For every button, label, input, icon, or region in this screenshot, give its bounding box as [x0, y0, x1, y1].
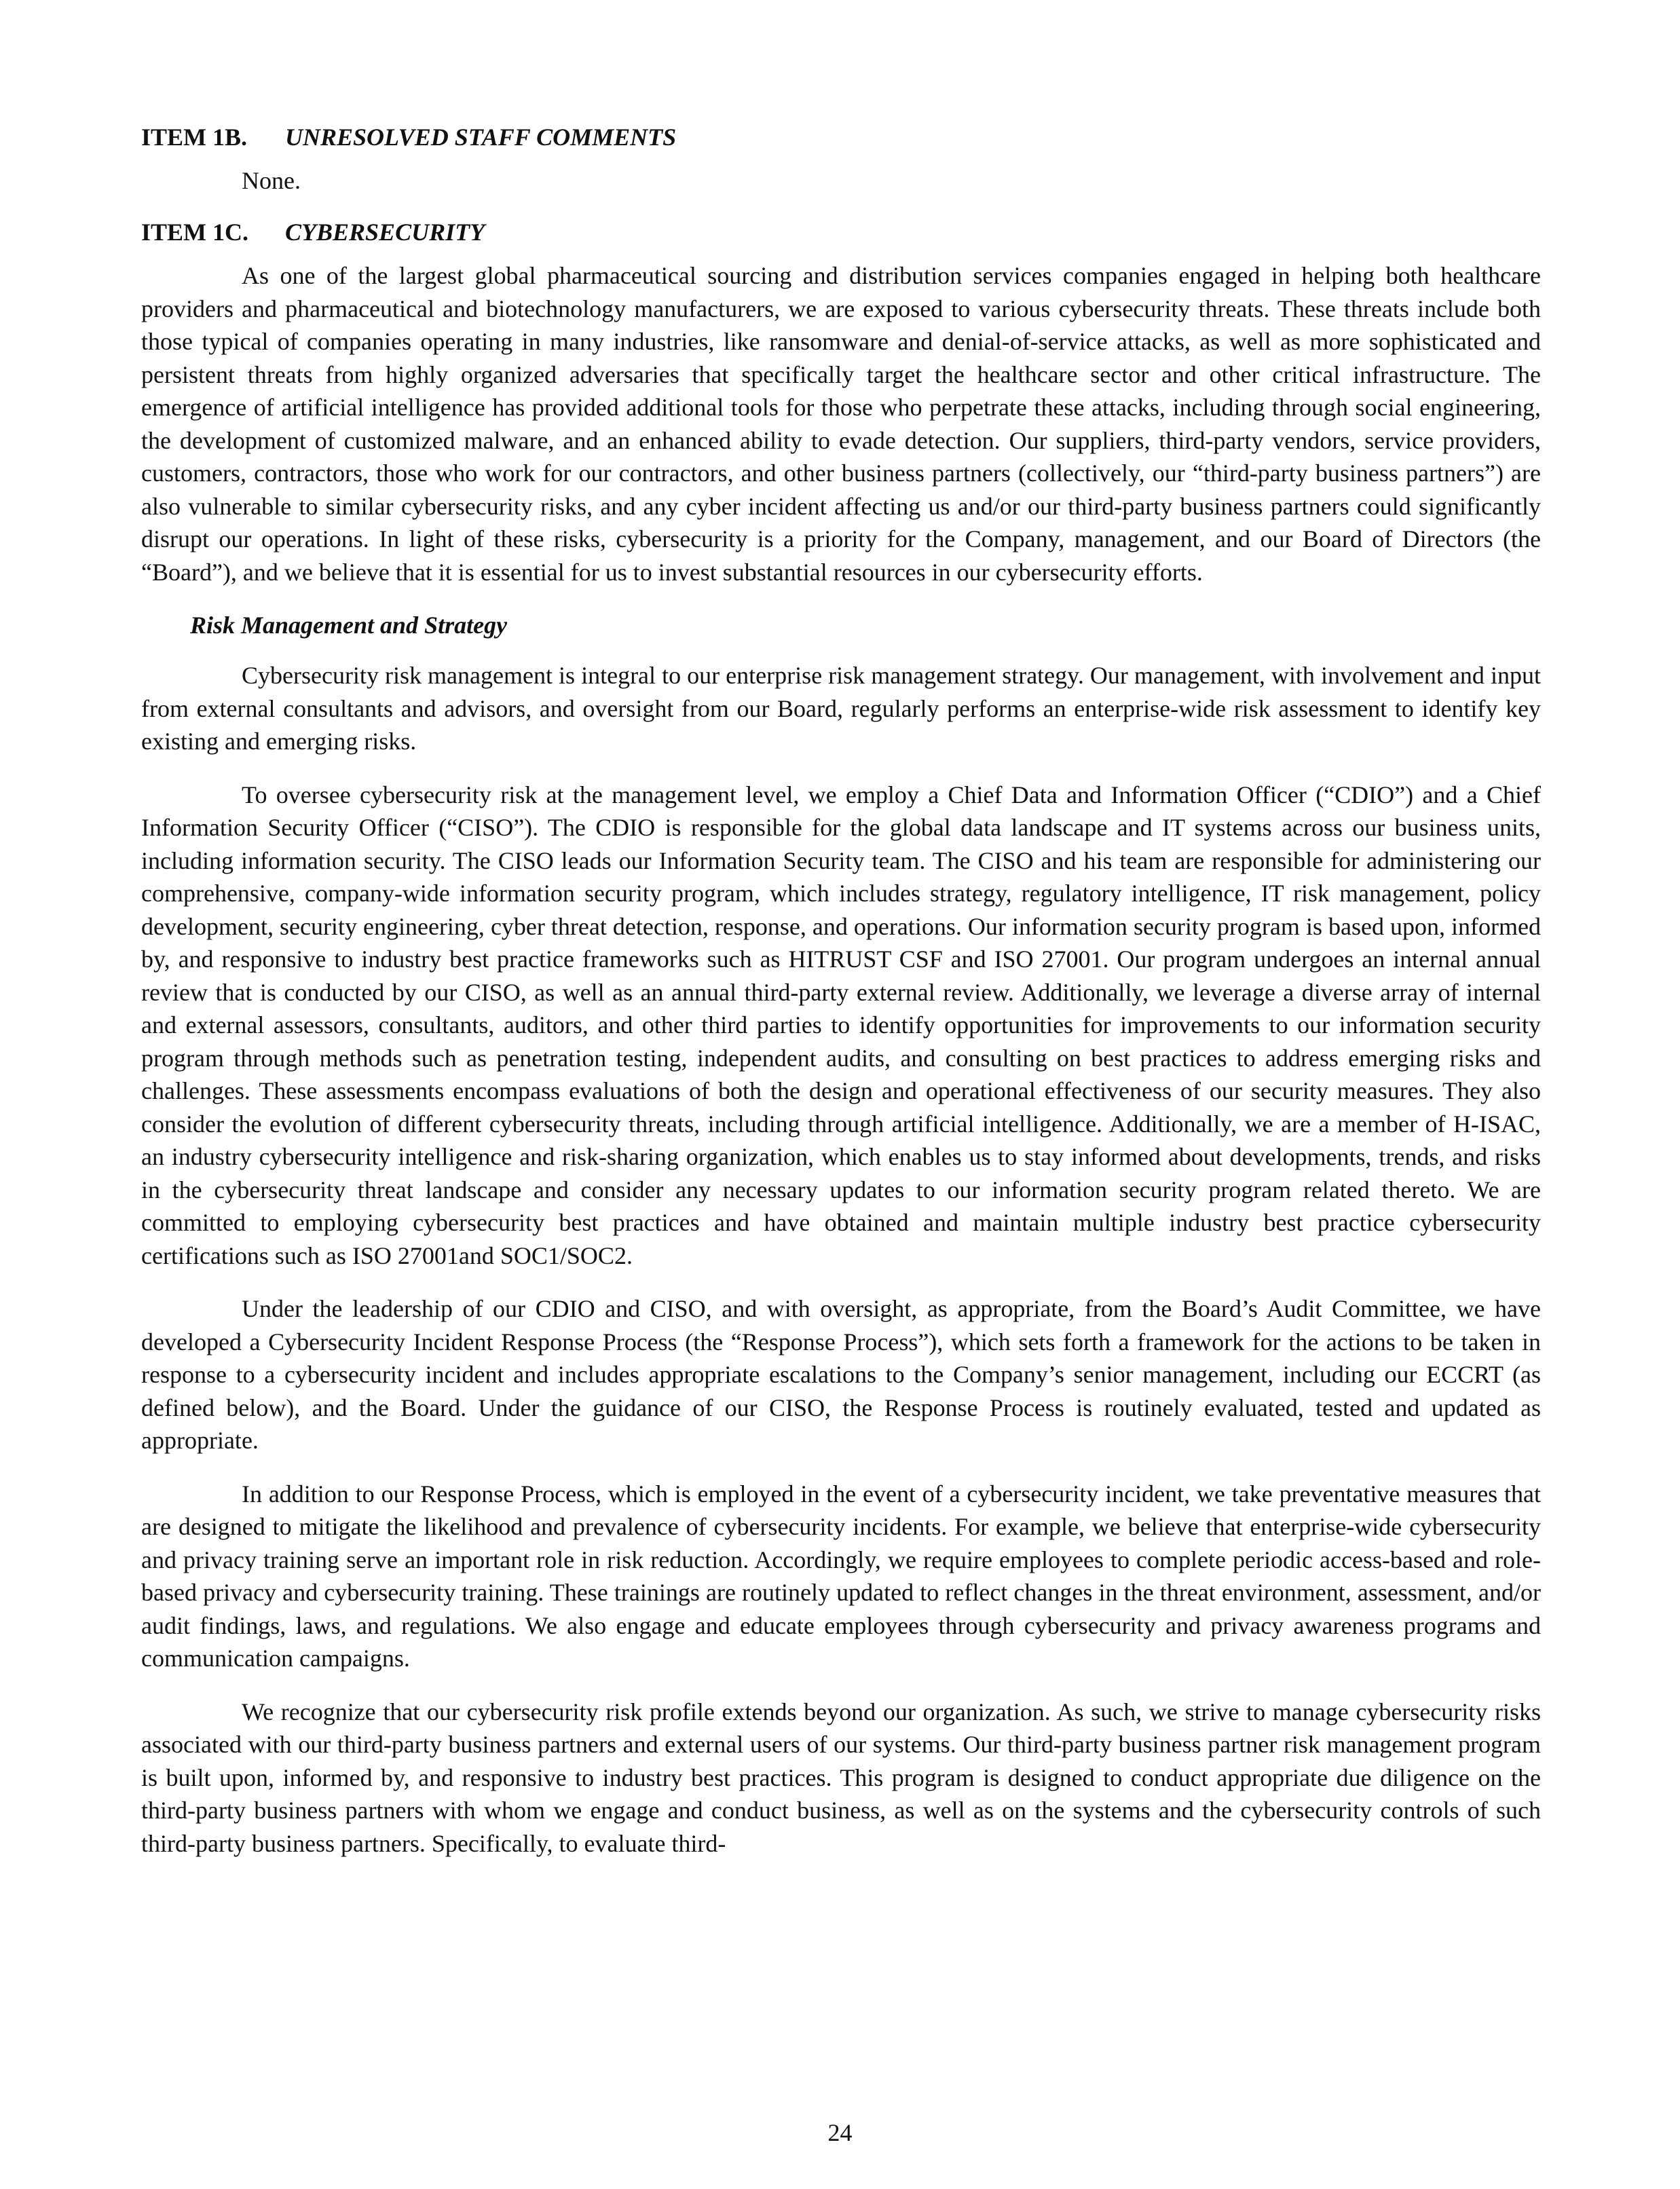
item-1b-number: ITEM 1B. [141, 124, 248, 151]
cybersecurity-intro-paragraph: As one of the largest global pharmaceutical sourcing and distribution services companies engaged in helping both healthcare providers and pharmaceutical and biotechnology manufacturers, we are exposed to various cybersecurity threats. These threats include both those typical of companies operating in many industries, like ransomware and denial-of-service attacks, as well as more sophisticated and persistent threats from highly organized adversaries that specifically target the healthcare sector and other critical infrastructure. The emergence of artificial intelligence has provided additional tools for those who perpetrate these attacks, including through social engineering, the development of customized malware, and an enhanced ability to evade detection. Our suppliers, third-party vendors, service providers, customers, contractors, those who work for our contractors, and other business partners (collectively, our “third-party business partners”) are also vulnerable to similar cybersecurity risks, and any cyber incident affecting us and/or our third-party business partners could significantly disrupt our operations. In light of these risks, cybersecurity is a priority for the Company, management, and our Board of Directors (the “Board”), and we believe that it is essential for us to invest substantial resources in our cybersecurity efforts. [141, 262, 1541, 586]
risk-paragraph-training: In addition to our Response Process, which is employed in the event of a cybersecurity incident, we take preventative measures that are designed to mitigate the likelihood and prevalence of cybersecurity incidents. For example, we believe that enterprise-wide cybersecurity and privacy training serve an important role in risk reduction. Accordingly, we require employees to complete periodic access-based and role-based privacy and cybersecurity training. These trainings are routinely updated to reflect changes in the threat environment, assessment, and/or audit findings, laws, and regulations. We also engage and educate employees through cybersecurity and privacy awareness programs and communication campaigns. [141, 1480, 1541, 1672]
document-page [141, 122, 1541, 1880]
risk-paragraph-enterprise: Cybersecurity risk management is integral to our enterprise risk management strategy. Our management, with involvement and input from external consultants and advisors, and oversight from our Board, regularly performs an enterprise-wide risk assessment to identify key existing and emerging risks. [141, 662, 1541, 755]
risk-management-heading: Risk Management and Strategy [190, 612, 508, 639]
item-1b-heading [141, 122, 1541, 152]
risk-paragraph-response-process: Under the leadership of our CDIO and CISO, and with oversight, as appropriate, from the Board’s Audit Committee, we have developed a Cybersecurity Incident Response Process (the “Response Process”), which sets forth a framework for the actions to be taken in response to a cybersecurity incident and includes appropriate escalations to the Company’s senior management, including our ECCRT (as defined below), and the Board. Under the guidance of our CISO, the Response Process is routinely evaluated, tested and updated as appropriate. [141, 1295, 1541, 1454]
item-1c-number: ITEM 1C. [141, 219, 249, 246]
item-1b-title: UNRESOLVED STAFF COMMENTS [285, 124, 677, 151]
page-number: 24 [827, 2119, 853, 2146]
risk-paragraph-third-party: We recognize that our cybersecurity risk profile extends beyond our organization. As such, we strive to manage cybersecurity risks associated with our third-party business partners and external users of our systems. Our third-party business partner risk management program is built upon, informed by, and responsive to industry best practices. This program is designed to conduct appropriate due diligence on the third-party business partners with whom we engage and conduct business, as well as on the systems and the cybersecurity controls of such third-party business partners. Specifically, to evaluate third- [141, 1698, 1541, 1857]
item-1c-heading [141, 217, 1541, 247]
item-1c-title: CYBERSECURITY [285, 219, 485, 246]
risk-paragraph-cdio-ciso: To oversee cybersecurity risk at the management level, we employ a Chief Data and Information Officer (“CDIO”) and a Chief Information Security Officer (“CISO”). The CDIO is responsible for the global data landscape and IT systems across our business units, including information security. The CISO leads our Information Security team. The CISO and his team are responsible for administering our comprehensive, company-wide information security program, which includes strategy, regulatory intelligence, IT risk management, policy development, security engineering, cyber threat detection, response, and operations. Our information security program is based upon, informed by, and responsive to industry best practice frameworks such as HITRUST CSF and ISO 27001. Our program undergoes an internal annual review that is conducted by our CISO, as well as an annual third-party external review. Additionally, we leverage a diverse array of internal and external assessors, consultants, auditors, and other third parties to identify opportunities for improvements to our information security program through methods such as penetration testing, independent audits, and consulting on best practices to address emerging risks and challenges. These assessments encompass evaluations of both the design and operational effectiveness of our security measures. They also consider the evolution of different cybersecurity threats, including through artificial intelligence. Additionally, we are a member of H-ISAC, an industry cybersecurity intelligence and risk-sharing organization, which enables us to stay informed about developments, trends, and risks in the cybersecurity threat landscape and consider any necessary updates to our information security program related thereto. We are committed to employing cybersecurity best practices and have obtained and maintain multiple industry best practice cybersecurity certifications such as ISO 27001and SOC1/SOC2. [141, 781, 1541, 1269]
item-1b-body: None. [242, 167, 301, 194]
